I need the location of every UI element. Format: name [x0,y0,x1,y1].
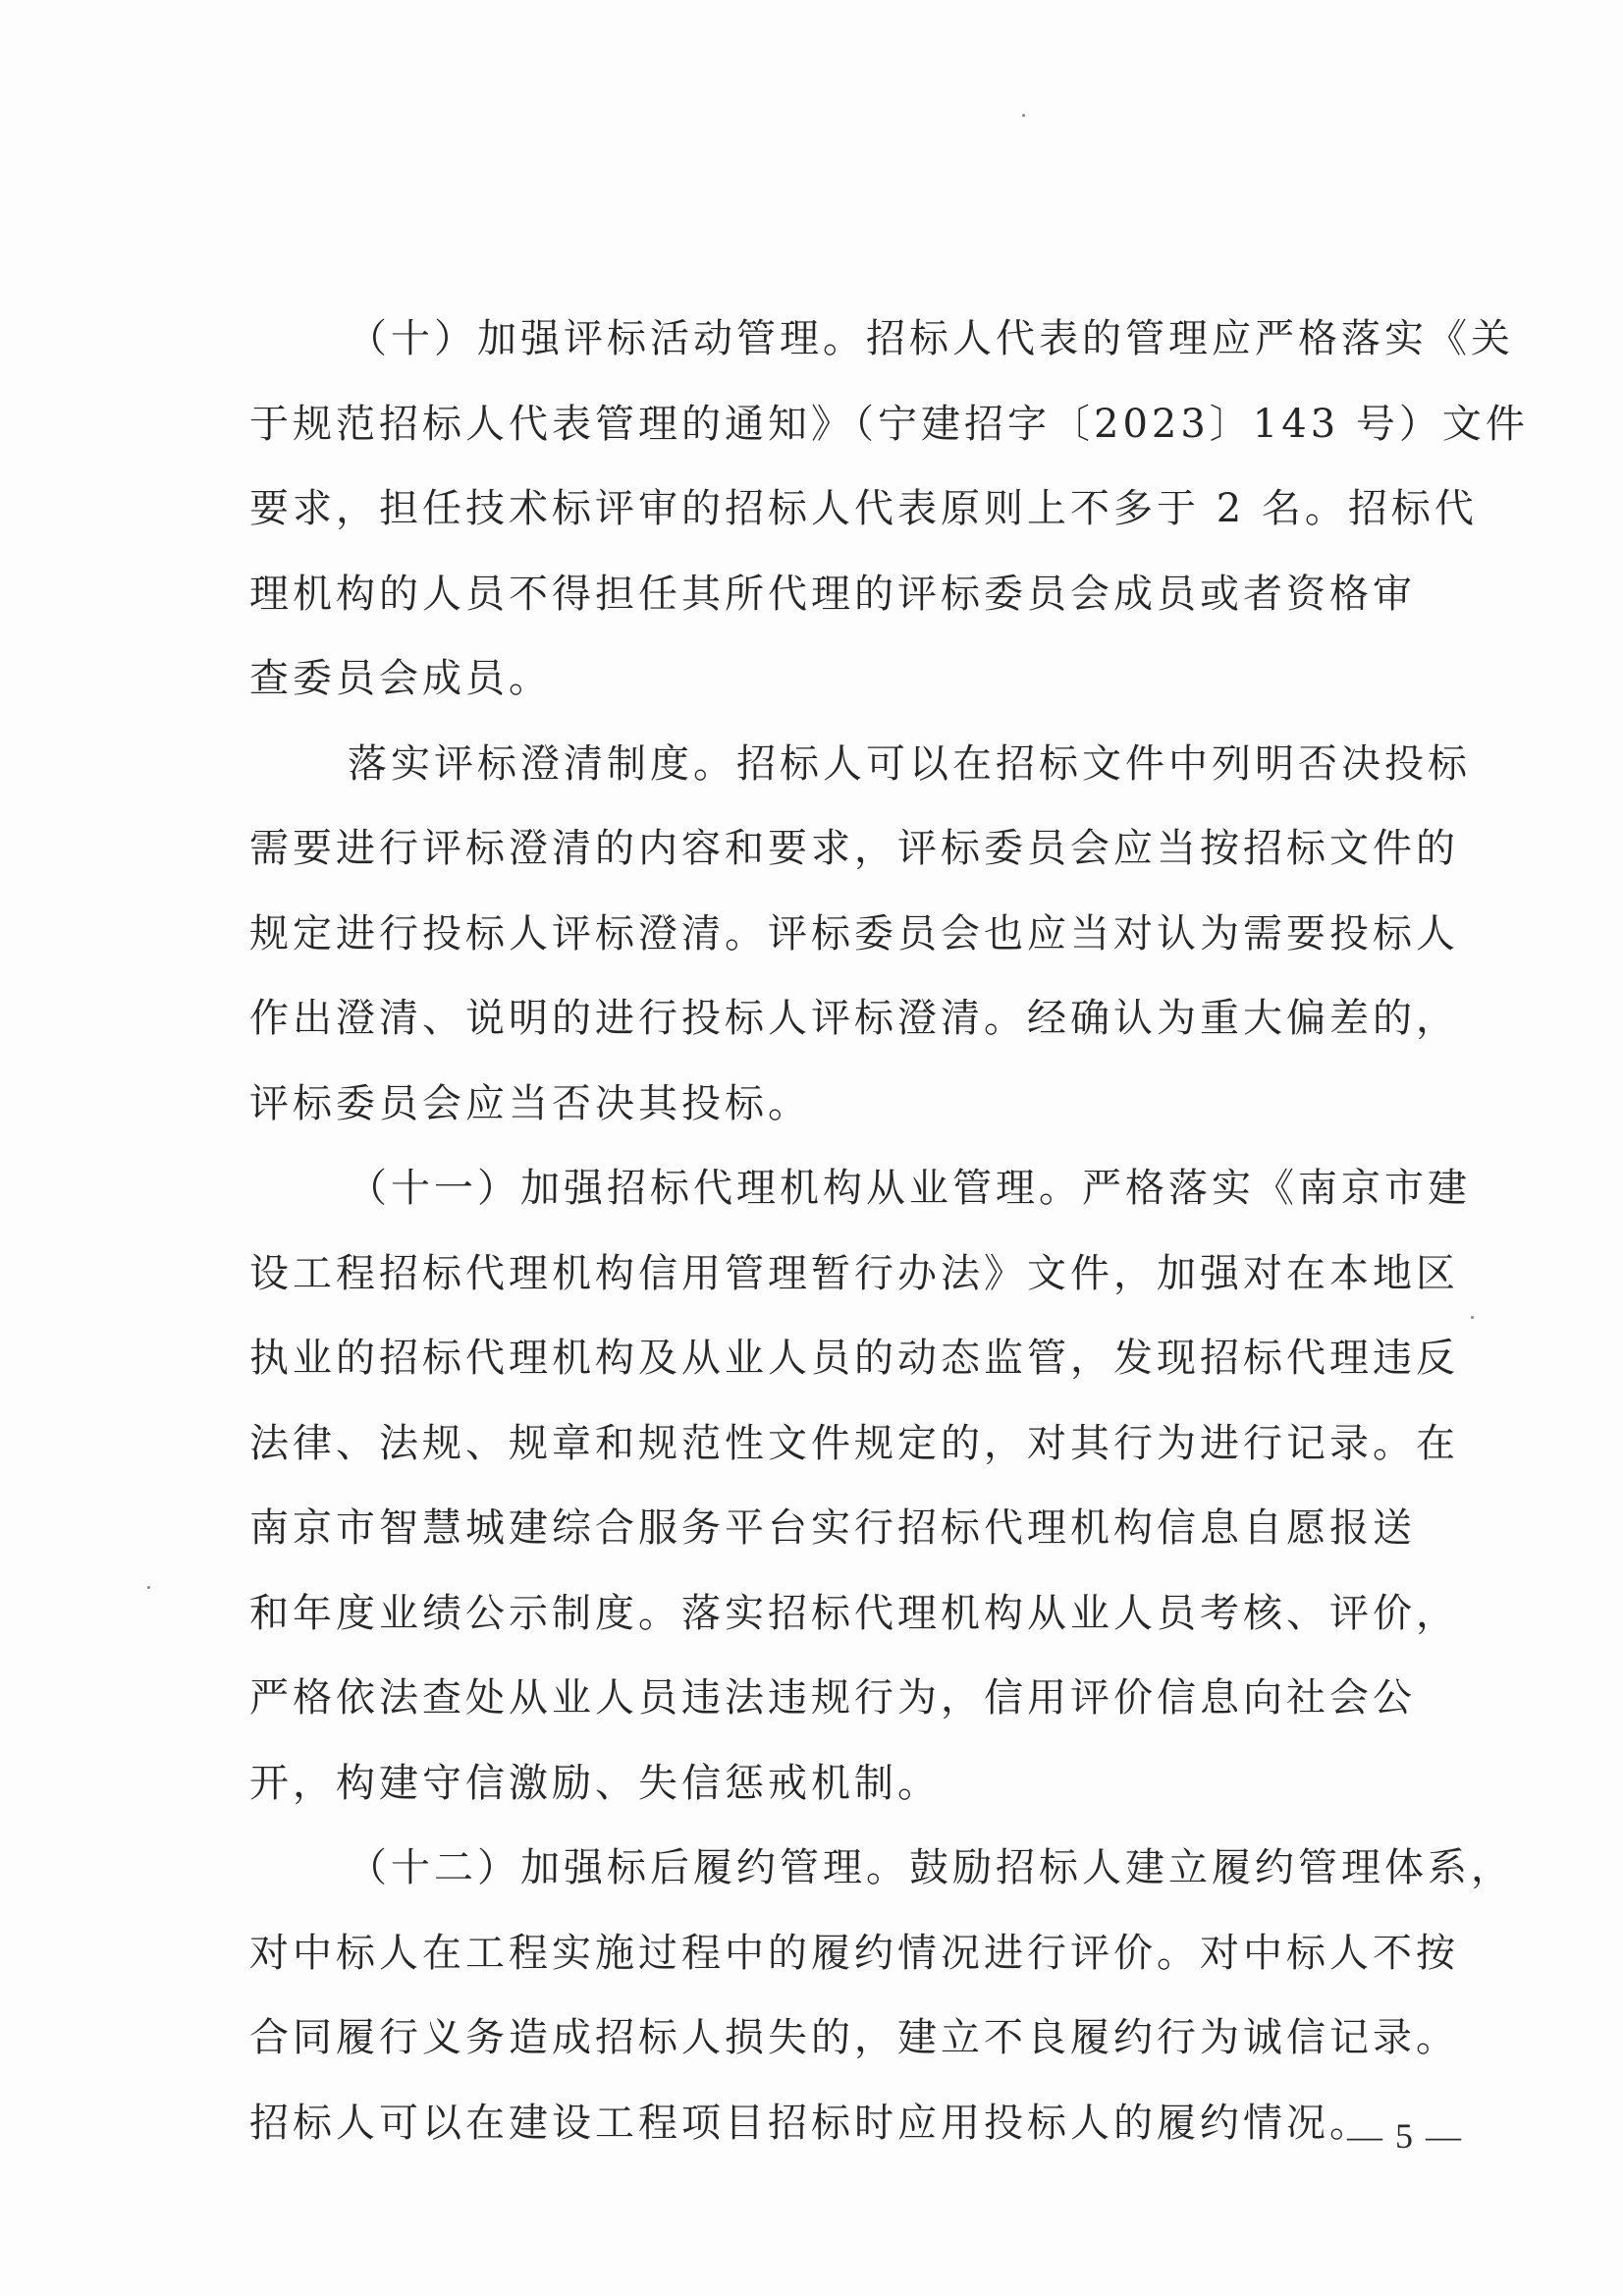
text-line: 南京市智慧城建综合服务平台实行招标代理机构信息自愿报送 [249,1505,1416,1551]
text-line: 规定进行投标人评标澄清。评标委员会也应当对认为需要投标人 [249,910,1459,957]
text-line: 理机构的人员不得担任其所代理的评标委员会成员或者资格审 [249,571,1416,617]
scan-speck [1022,114,1025,117]
page-number: — 5 — [1347,2116,1463,2156]
text-line: 作出澄清、说明的进行投标人评标澄清。经确认为重大偏差的， [249,996,1459,1041]
text-line: 对中标人在工程实施过程中的履约情况进行评价。对中标人不按 [249,1930,1459,1976]
paragraph-clarification-system [249,722,1471,1147]
text-line: （十一）加强招标代理机构从业管理。严格落实《南京市建 [348,1166,1471,1211]
text-line: 查委员会成员。 [249,656,552,701]
text-line: 合同履行义务造成招标人损失的，建立不良履约行为诚信记录。 [249,2015,1459,2060]
text-line: 开，构建守信激励、失信惩戒机制。 [249,1760,941,1806]
text-line: （十二）加强标后履约管理。鼓励招标人建立履约管理体系， [348,1845,1514,1890]
text-line: 需要进行评标澄清的内容和要求，评标委员会应当按招标文件的 [249,826,1459,871]
text-line: 落实评标澄清制度。招标人可以在招标文件中列明否决投标 [348,740,1471,787]
paragraph-evaluation-management [249,297,1529,722]
text-line: （十）加强评标活动管理。招标人代表的管理应严格落实《关 [348,316,1514,361]
scan-speck [1471,1316,1474,1319]
paragraph-agency-management [249,1146,1471,1826]
text-line: 严格依法查处从业人员违法违规行为，信用评价信息向社会公 [249,1675,1416,1721]
paragraph-contract-performance [249,1826,1514,2165]
text-line: 执业的招标代理机构及从业人员的动态监管，发现招标代理违反 [249,1336,1459,1381]
text-line: 和年度业绩公示制度。落实招标代理机构从业人员考核、评价， [249,1590,1459,1636]
text-line: 招标人可以在建设工程项目招标时应用投标人的履约情况。 [249,2100,1373,2146]
text-line: 评标委员会应当否决其投标。 [249,1080,811,1126]
text-line: 于规范招标人代表管理的通知》（宁建招字〔2023〕143 号）文件 [249,401,1529,447]
text-line: 法律、法规、规章和规范性文件规定的，对其行为进行记录。在 [249,1420,1459,1466]
text-line: 设工程招标代理机构信用管理暂行办法》文件，加强对在本地区 [249,1250,1459,1296]
body-text [249,297,1529,2165]
text-line: 要求，担任技术标评审的招标人代表原则上不多于 2 名。招标代 [249,486,1478,531]
scan-speck [147,1586,150,1589]
